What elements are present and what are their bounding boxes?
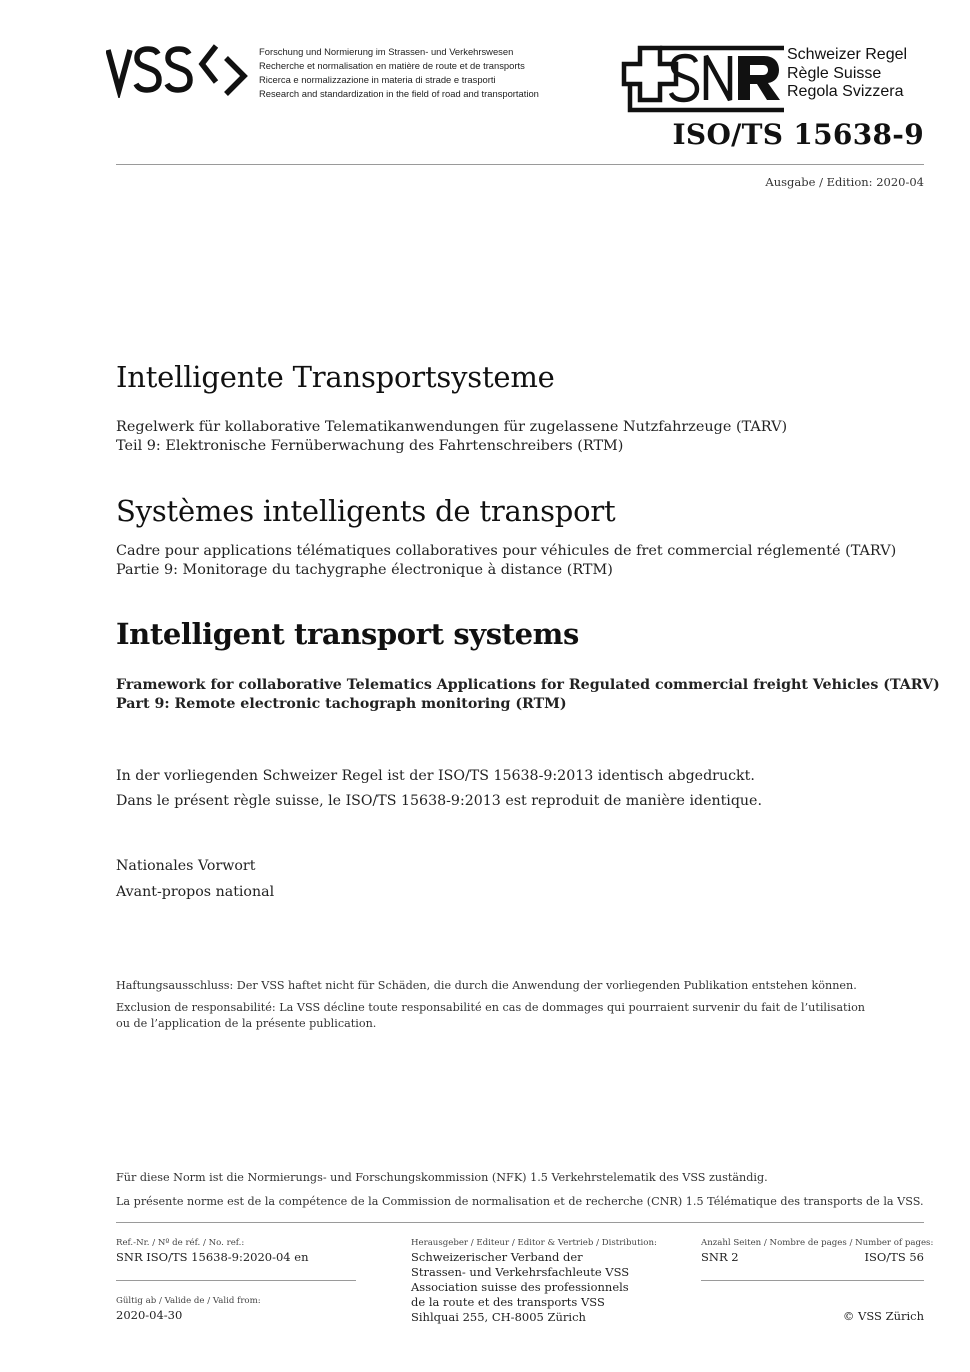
copyright: © VSS Zürich [842,1309,924,1323]
publisher-line: Schweizerischer Verband der [411,1250,583,1264]
vss-tagline [259,45,599,101]
header-divider [116,164,924,165]
vss-tagline-it: Ricerca e normalizzazione in materia di strade e trasporti [259,74,496,85]
page-count-snr: SNR 2 [701,1250,739,1264]
subtitle-de-line: Regelwerk für kollaborative Telematikanwendungen für zugelassene Nutzfahrzeuge (TARV) [116,419,788,435]
page-count-iso: ISO/TS 56 [864,1250,924,1264]
subtitle-en [116,676,940,714]
vss-tagline-en: Research and standardization in the field of road and transportation [259,88,539,99]
publisher-label: Herausgeber / Editeur / Editor & Vertrieb / Distribution: [411,1238,657,1248]
reference-label: Ref.-Nr. / Nº de réf. / No. ref.: [116,1238,245,1248]
vss-logo-graphic [106,42,251,98]
reference-number: SNR ISO/TS 15638-9:2020-04 en [116,1250,309,1264]
vss-tagline-de: Forschung und Normierung im Strassen- und Verkehrswesen [259,46,514,57]
valid-from-label: Gültig ab / Valide de / Valid from: [116,1296,261,1306]
page-count-label: Anzahl Seiten / Nombre de pages / Number of pages: [701,1238,934,1248]
subtitle-en-line: Part 9: Remote electronic tachograph monitoring (RTM) [116,696,567,712]
subtitle-en-line: Framework for collaborative Telematics Applications for Regulated commercial freight Vehicles (TARV) [116,677,940,693]
subtitle-de-line: Teil 9: Elektronische Fernüberwachung des Fahrtenschreibers (RTM) [116,438,624,454]
edition-date: Ausgabe / Edition: 2020-04 [765,175,924,189]
committee-fr-text: La présente norme est de la compétence de la Commission de normalisation et de recherche (CNR) 1.5 Télématique des transports de la VSS. [116,1195,924,1208]
swiss-cross-snr-graphic [618,44,786,114]
publisher-line: Association suisse des professionnels [411,1280,629,1294]
disclaimer-fr-line: ou de l’application de la présente publication. [116,1016,377,1030]
disclaimer-de [116,978,857,994]
committee-de-text: Für diese Norm ist die Normierungs- und Forschungskommission (NFK) 1.5 Verkehrstelematik des VSS zuständig. [116,1171,768,1184]
vss-logo [106,42,251,98]
committee-note-fr [116,1194,924,1210]
vss-tagline-fr: Recherche et normalisation en matière de route et de transports [259,60,525,71]
snr-tagline-de: Schweizer Regel [787,46,908,63]
title-fr: Systèmes intelligents de transport [116,494,616,528]
subtitle-fr-line: Cadre pour applications télématiques collaboratives pour véhicules de fret commercial réglementé (TARV) [116,543,897,559]
valid-from-date: 2020-04-30 [116,1308,183,1322]
committee-note-de [116,1170,768,1186]
publisher-line: Strassen- und Verkehrsfachleute VSS [411,1265,630,1279]
foreword-de: Nationales Vorwort [116,858,256,874]
snr-tagline-it: Regola Svizzera [787,83,904,100]
snr-tagline-fr: Règle Suisse [787,64,882,82]
standard-number: ISO/TS 15638-9 [672,118,924,151]
identity-note-fr: Dans le présent règle suisse, le ISO/TS 15638-9:2013 est reproduit de manière identique. [116,793,762,809]
page-count-divider [701,1280,924,1281]
title-en: Intelligent transport systems [116,617,579,651]
publisher-line: Sihlquai 255, CH-8005 Zürich [411,1310,586,1324]
foreword-fr: Avant-propos national [116,884,275,900]
snr-tagline [787,46,907,102]
subtitle-fr-line: Partie 9: Monitorage du tachygraphe électronique à distance (RTM) [116,562,613,578]
publisher-line: de la route et des transports VSS [411,1295,605,1309]
title-de: Intelligente Transportsysteme [116,360,555,394]
subtitle-de [116,418,936,456]
disclaimer-fr-line: Exclusion de responsabilité: La VSS décline toute responsabilité en cas de dommages qui pourraient survenir du fait de l’utilisation [116,1001,866,1014]
footer-divider [116,1222,924,1223]
identity-note-de: In der vorliegenden Schweizer Regel ist der ISO/TS 15638-9:2013 identisch abgedruckt. [116,768,755,784]
reference-divider [116,1280,356,1281]
snr-logo [618,44,786,114]
publisher-address [411,1250,629,1325]
subtitle-fr [116,542,936,580]
disclaimer-fr [116,1000,865,1031]
disclaimer-de-line: Haftungsausschluss: Der VSS haftet nicht für Schäden, die durch die Anwendung der vorliegenden Publikation entstehen können. [116,979,857,992]
